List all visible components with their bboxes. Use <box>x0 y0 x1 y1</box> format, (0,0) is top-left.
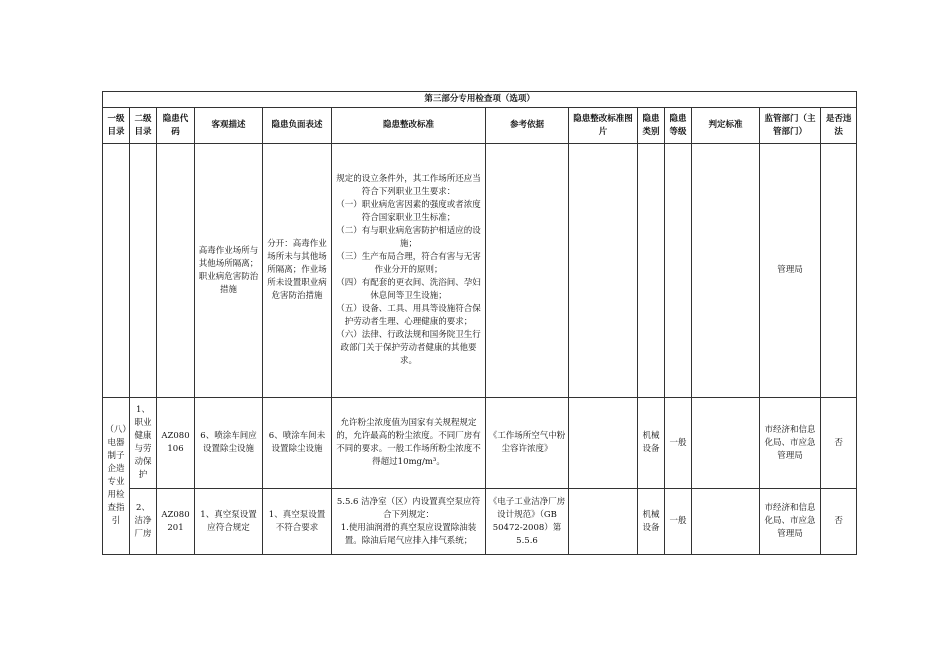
standard-line: （四）有配套的更衣间、洗浴间、孕妇休息间等卫生设施； <box>336 278 481 301</box>
negative-cell: 分开：高毒作业场所未与其他场所隔离；作业场所未设置职业病危害防治措施 <box>263 144 332 398</box>
standard-line: （一）职业病危害因素的强度或者浓度符合国家职业卫生标准； <box>336 200 481 223</box>
criteria-cell <box>692 144 760 398</box>
objective-cell: 高毒作业场所与其他场所隔离；职业病危害防治措施 <box>195 144 263 398</box>
header-cell: 隐患整改标准 <box>332 108 486 144</box>
header-cell: 客观描述 <box>195 108 263 144</box>
header-cell: 判定标准 <box>692 108 760 144</box>
header-cell: 二级目录 <box>130 108 157 144</box>
negative-cell: 1、真空泵设置不符合要求 <box>263 489 332 555</box>
standard-line: （五）设备、工具、用具等设施符合保护劳动者生理、心理健康的要求； <box>336 304 481 327</box>
code-cell: AZ080201 <box>157 489 195 555</box>
standard-cell <box>332 144 486 398</box>
standard-line: （六）法律、行政法规和国务院卫生行政部门关于保护劳动者健康的其他要求。 <box>336 330 481 366</box>
header-cell: 隐患代码 <box>157 108 195 144</box>
header-row <box>103 108 857 144</box>
header-cell: 一级目录 <box>103 108 130 144</box>
level1-cell <box>103 144 130 398</box>
standard-line: 规定的设立条件外，其工作场所还应当符合下列职业卫生要求： <box>336 174 481 197</box>
basis-cell: 《工作场所空气中粉尘容许浓度》 <box>486 398 569 489</box>
level2-cell: 2、洁净厂房 <box>130 489 157 555</box>
code-cell <box>157 144 195 398</box>
illegal-cell: 否 <box>821 398 857 489</box>
table-row <box>103 489 857 555</box>
header-cell: 参考依据 <box>486 108 569 144</box>
category-cell: 机械设备 <box>638 398 665 489</box>
table-title: 第三部分专用检查项（选项） <box>103 92 857 108</box>
standard-line: 1.使用油润滑的真空泵应设置除油装置。除油后尾气应排入排气系统； <box>340 522 477 546</box>
grade-cell: 一般 <box>665 489 692 555</box>
level1-cell: （八）电器制子企造专业用检查指引 <box>103 398 130 555</box>
table-row <box>103 144 857 398</box>
image-cell <box>569 489 638 555</box>
header-cell: 隐患整改标准图片 <box>569 108 638 144</box>
basis-cell: 《电子工业洁净厂房设计规范》（GB 50472-2008）第5.5.6 <box>486 489 569 555</box>
criteria-cell <box>692 398 760 489</box>
header-cell: 是否违法 <box>821 108 857 144</box>
illegal-cell: 否 <box>821 489 857 555</box>
image-cell <box>569 144 638 398</box>
header-cell: 监管部门（主管部门） <box>760 108 821 144</box>
code-cell: AZ080106 <box>157 398 195 489</box>
objective-cell: 1、真空泵设置应符合规定 <box>195 489 263 555</box>
category-cell: 机械设备 <box>638 489 665 555</box>
dept-cell: 市经济和信息化局、市应急管理局 <box>760 489 821 555</box>
standard-line: （三）生产布局合理，符合有害与无害作业分开的原则； <box>336 252 481 275</box>
basis-cell <box>486 144 569 398</box>
category-cell <box>638 144 665 398</box>
level2-cell: 1、职业健康与劳动保护 <box>130 398 157 489</box>
criteria-cell <box>692 489 760 555</box>
table-row <box>103 398 857 489</box>
standard-line: （二）有与职业病危害防护相适应的设施； <box>336 226 481 249</box>
objective-cell: 6、喷涂车间应设置除尘设施 <box>195 398 263 489</box>
grade-cell <box>665 144 692 398</box>
standard-line: 5.5.6 洁净室（区）内设置真空泵应符合下列规定： <box>336 496 481 520</box>
standard-cell <box>332 489 486 555</box>
dept-cell: 市经济和信息化局、市应急管理局 <box>760 398 821 489</box>
dept-cell: 管理局 <box>760 144 821 398</box>
negative-cell: 6、喷涂车间未设置除尘设施 <box>263 398 332 489</box>
illegal-cell <box>821 144 857 398</box>
header-cell: 隐患负面表述 <box>263 108 332 144</box>
standard-cell: 允许粉尘浓度值为国家有关规程规定的，允许最高的粉尘浓度。不同厂房有不同的要求。一般工作场所粉尘浓度不得超过10mg/m³。 <box>332 398 486 489</box>
level2-cell <box>130 144 157 398</box>
grade-cell: 一般 <box>665 398 692 489</box>
inspection-table <box>102 91 857 555</box>
image-cell <box>569 398 638 489</box>
header-cell: 隐患等级 <box>665 108 692 144</box>
header-cell: 隐患类别 <box>638 108 665 144</box>
